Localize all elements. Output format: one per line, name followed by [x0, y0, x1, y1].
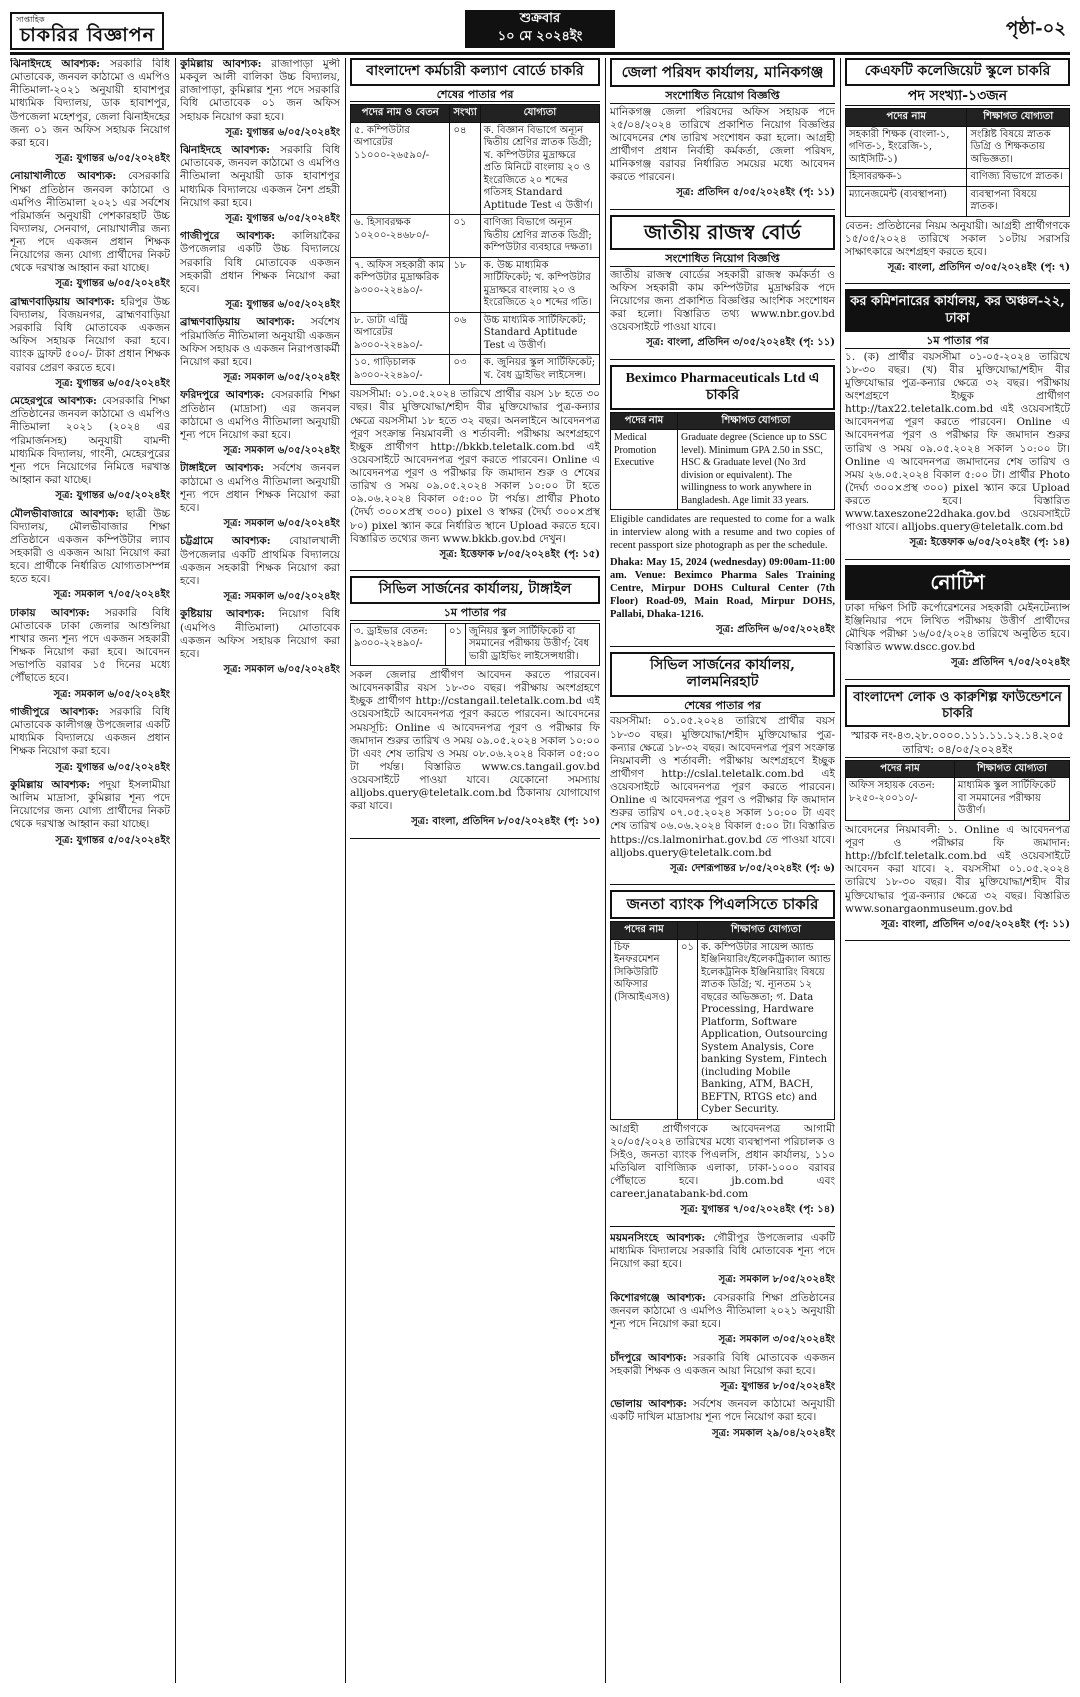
- classified-source: সূত্র: যুগান্তর ৬/০৫/২০২৪ইং: [55, 278, 170, 290]
- classified-item: [610, 1398, 835, 1440]
- ad-body: বেতন: প্রতিষ্ঠানের নিয়ম অনুযায়ী। আগ্রহী প্রার্থীগণকে ১৫/০৫/২০২৪ তারিখে সকাল ১০টায় সরাসরি সাক্ষাৎকারে অংশগ্রহণ করতে হবে।: [845, 219, 1070, 258]
- ad-subtitle: ১ম পাতার পর: [845, 334, 1070, 349]
- classified-item: [10, 508, 170, 602]
- classified-text: [10, 58, 170, 150]
- classified-heading: ঝিনাইদহে আবশ্যক:: [10, 58, 101, 70]
- ad-body: বয়সসীমা: ০১.০৫.২০২৪ তারিখে প্রার্থীর বয়স ১৮ হতে ৩০ বছর। বীর মুক্তিযোদ্ধা/শহীদ বীর মুক্তিযোদ্ধার পুত্র-কন্যার ক্ষেত্রে বয়সসীমা ১৮ হতে ৩২ বছর। অনলাইনে আবেদনপত্র পূরণ সংক্রান্ত নিয়মাবলী ও শর্তাবলী: পরীক্ষায় অংশগ্রহণে ইচ্ছুক প্রার্থীগণ http://bkkb.teletalk.com.bd এই ওয়েবসাইটে আবেদনপত্র পূরণ করতে পারবেন। Online এ আবেদনপত্র পূরণ ও পরীক্ষার ফি জমাদান শুরু ও শেষের তারিখ ও সময় ০৯.০৫.২০২৪ সকাল ১০:০০ টা হতে ০৯.০৬.২০২৪ বিকাল ০৫:০০ টা পর্যন্ত। প্রার্থীর Photo (দৈর্ঘ্য ৩০০×প্রস্থ ৩০০) pixel ও স্বাক্ষর (দৈর্ঘ্য ৩০০×প্রস্থ ৮০) pixel স্ক্যান করে নির্ধারিত স্থানে Upload করতে হবে। বিস্তারিত তথ্যের জন্য www.bkkb.gov.bd দেখুন।: [350, 388, 600, 545]
- classified-item: [610, 1232, 835, 1287]
- table-cell: হিসাবরক্ষক-১: [846, 169, 967, 187]
- table-cell: বাণিজ্য বিভাগে অন্যূন দ্বিতীয় শ্রেণির স্নাতক ডিগ্রী; কম্পিউটার ব্যবহারে দক্ষতা।: [480, 215, 599, 258]
- classified-item: [180, 389, 340, 457]
- classified-heading: টাঙ্গাইলে আবশ্যক:: [180, 462, 264, 475]
- ad-source: সূত্র: বাংলা, প্রতিদিন ৮/০৫/২০২৪ইং (পৃ: ১০): [411, 816, 600, 828]
- classified-body: সরকারি বিধি মোতাবেক কালীগঞ্জ উপজেলার একটি মাধ্যমিক বিদ্যালয়ে একজন প্রধান শিক্ষক নিয়োগ করা হবে।: [10, 706, 170, 758]
- table-cell: Graduate degree (Science up to SSC level). Minimum GPA 2.50 in SSC, HSC & Graduate level (No 3rd division or equivalent). The willingness to work anywhere in Bangladesh. Age limit 33 years.: [678, 430, 835, 510]
- classified-heading: কুষ্টিয়ায় আবশ্যক:: [180, 608, 265, 621]
- classified-source: সূত্র: যুগান্তর ৬/০৫/২০২৪ইং: [55, 152, 170, 164]
- ad-body: জাতীয় রাজস্ব বোর্ডের সহকারী রাজস্ব কর্মকর্তা ও অফিস সহকারী কাম কম্পিউটার মুদ্রাক্ষরিক পদে নিয়োগের জন্য প্রকাশিত বিজ্ঞপ্তির আংশিক সংশোধন করা হলো। বিস্তারিত তথ্য www.nbr.gov.bd ওয়েবসাইটে পাওয়া যাবে।: [610, 268, 835, 333]
- classified-body: বেসরকারি শিক্ষা প্রতিষ্ঠানের জনবল কাঠামো ও এমপিও নীতিমালা ২০২১ (২০২৪ এর পরিমার্জনসহ) অনুযায়ী বামন্দী মাধ্যমিক বিদ্যালয়, গাংনী, মেহেরপুরের শূন্য পদে নিয়োগের নিমিত্তে দরখাস্ত আহ্বান করা যাচ্ছে।: [10, 395, 170, 486]
- table-header: শিক্ষাগত যোগ্যতা: [698, 922, 835, 940]
- memo-reference: স্মারক নং-৪৩.২৮.০০০০.১১১.১১.১২.১৪.২০৫ তারিখ: ০৪/০৫/২০২৪ইং: [845, 729, 1070, 758]
- classified-heading: ব্রাহ্মণবাড়িয়ায় আবশ্যক:: [180, 316, 296, 329]
- newspaper-page: [10, 8, 1070, 1688]
- ad-title: সিভিল সার্জনের কার্যালয়, টাঙ্গাইল: [350, 576, 600, 604]
- page-header: [10, 8, 1070, 55]
- classified-source: সূত্র: সমকাল ৬/০৫/২০২৪ইং: [223, 371, 340, 383]
- classified-heading: ফরিদপুরে আবশ্যক:: [180, 389, 265, 402]
- tangail-ad: [350, 576, 600, 839]
- table-cell: ৩. ড্রাইভার বেতন: ৯৩০০-২২৪৯০/-: [351, 623, 446, 666]
- classified-body: বেসরকারি শিক্ষা প্রতিষ্ঠানের জনবল কাঠামো ও এমপিও নীতিমালা ২০২১ অনুযায়ী শূন্য পদে নিয়োগ করা হবে।: [610, 1291, 835, 1330]
- classified-text: [10, 706, 170, 759]
- table-row: [846, 169, 1070, 187]
- classified-body: বোয়ালখালী উপজেলার একটি প্রাথমিক বিদ্যালয়ে একজন সহকারী শিক্ষক নিয়োগ করা হবে।: [180, 535, 340, 587]
- table-cell: ৮. ডাটা এন্ট্রি অপারেটর ৯৩০০-২২৪৯০/-: [351, 312, 450, 355]
- section-tag: সাপ্তাহিক: [16, 15, 45, 24]
- classified-source: সূত্র: সমকাল ৬/০৫/২০২৪ইং: [223, 590, 340, 602]
- classified-text: [610, 1232, 835, 1271]
- classified-heading: মেহেরপুরে আবশ্যক:: [10, 395, 97, 408]
- nbr-ad: [610, 215, 835, 360]
- ad-source: সূত্র: প্রতিদিন ৭/০৫/২০২৪ইং: [951, 657, 1070, 669]
- ad-title: Beximco Pharmaceuticals Ltd এ চাকরি: [610, 365, 835, 410]
- table-cell: মাধ্যমিক স্কুল সার্টিফিকেট বা সমমানের পরীক্ষায় উত্তীর্ণ।: [954, 778, 1069, 821]
- kalyan-board-ad: [350, 58, 600, 571]
- ad-title: জাতীয় রাজস্ব বোর্ড: [610, 215, 835, 250]
- column-divider: [840, 58, 841, 1683]
- table-cell: সহকারী শিক্ষক (বাংলা-১, গণিত-১, ইংরেজি-১, আইসিটি-১): [846, 126, 967, 169]
- classified-heading: ঝিনাইদহে আবশ্যক:: [180, 144, 271, 157]
- ad-title: কর কমিশনারের কার্যালয়, কর অঞ্চল-২২, ঢাকা: [845, 289, 1070, 332]
- table-cell: সংশ্লিষ্ট বিষয়ে স্নাতক ডিগ্রি ও শিক্ষকতায় অভিজ্ঞতা।: [967, 126, 1070, 169]
- vacancy-table: [845, 108, 1070, 217]
- classified-text: [10, 296, 170, 375]
- classified-source: সূত্র: সমকাল ৮/০৫/২০২৪ইং: [718, 1274, 835, 1286]
- ad-source: সূত্র: দেশরূপান্তর ৮/০৫/২০২৪ইং (পৃ: ৬): [670, 862, 835, 874]
- ad-source: সূত্র: বাংলা, প্রতিদিন ৩/০৫/২০২৪ইং (পৃ: ৭): [887, 261, 1070, 273]
- classified-body: সর্বশেষ জনবল কাঠামো অনুযায়ী একটি দাখিল মাদ্রাসায় শূন্য পদে নিয়োগ করা হবে।: [610, 1398, 835, 1424]
- classified-item: [180, 316, 340, 384]
- vacancy-table: [610, 921, 835, 1120]
- classified-item: [610, 1292, 835, 1347]
- ad-title: নোটিশ: [845, 565, 1070, 600]
- classified-source: সূত্র: যুগান্তর ৬/০৫/২০২৪ইং: [55, 761, 170, 773]
- folk-foundation-ad: [845, 685, 1070, 941]
- classified-heading: কুমিল্লায় আবশ্যক:: [10, 779, 91, 791]
- table-cell: ০৪: [450, 122, 480, 215]
- beximco-ad: [610, 365, 835, 647]
- ad-title: বাংলাদেশ কর্মচারী কল্যাণ বোর্ডে চাকরি: [350, 58, 600, 86]
- ad-subtitle: সংশোধিত নিয়োগ বিজ্ঞপ্তি: [610, 252, 835, 267]
- column-4: [610, 58, 835, 1683]
- ad-body: ঢাকা দক্ষিণ সিটি কর্পোরেশনের সহকারী মেইনটেন্যান্স ইঞ্জিনিয়ার পদে লিখিত পরীক্ষায় উত্তীর্ণ প্রার্থীদের মৌখিক পরীক্ষা ১৬/০৫/২০২৪ তারিখে অনুষ্ঠিত হবে। বিস্তারিত www.dscc.gov.bd: [845, 601, 1070, 654]
- classified-text: [10, 607, 170, 686]
- ad-title: বাংলাদেশ লোক ও কারুশিল্প ফাউন্ডেশনে চাকরি: [845, 685, 1070, 728]
- classified-text: [180, 230, 340, 296]
- classified-item: [10, 170, 170, 291]
- ad-source: সূত্র: বাংলা, প্রতিদিন ৩/০৫/২০২৪ইং (পৃ: ১১): [881, 918, 1070, 930]
- table-row: [351, 215, 600, 258]
- classified-heading: কুমিল্লায় আবশ্যক:: [180, 58, 262, 70]
- classified-item: [10, 58, 170, 165]
- table-header: শিক্ষাগত যোগ্যতা: [678, 412, 835, 430]
- short-notices: [610, 1232, 835, 1440]
- ad-body: মানিকগঞ্জ জেলা পরিষদের অফিস সহায়ক পদে ২৫/০৪/২০২৪ তারিখে প্রকাশিত নিয়োগ বিজ্ঞপ্তির আবেদনের শেষ তারিখ সংশোধন করা হলো। আগ্রহী প্রার্থীগণ প্রধান নির্বাহী কর্মকর্তা, জেলা পরিষদ, মানিকগঞ্জ বরাবর নির্ধারিত সময়ের মধ্যে আবেদন করতে পারবেন।: [610, 105, 835, 184]
- classified-text: [180, 462, 340, 515]
- ad-body: Eligible candidates are requested to come for a walk in interview along with a resume and two copies of recent passport size photograph as per the schedule.: [610, 514, 835, 552]
- issue-date: ১০ মে ২০২৪ইং: [497, 29, 583, 44]
- classified-source: সূত্র: যুগান্তর ৬/০৫/২০২৪ইং: [55, 490, 170, 501]
- column-2: [180, 58, 340, 1683]
- classified-text: [10, 395, 170, 487]
- table-row: [351, 623, 600, 666]
- table-cell: ক. জুনিয়র স্কুল সার্টিফিকেট; খ. বৈধ ড্রাইভিং লাইসেন্স।: [480, 355, 599, 385]
- classified-source: সূত্র: সমকাল ৬/০৫/২০২৪ইং: [53, 688, 170, 700]
- ad-subtitle: পদ সংখ্যা-১৩জন: [845, 88, 1070, 107]
- classified-item: [10, 706, 170, 774]
- ad-body: বয়সসীমা: ০১.০৫.২০২৪ তারিখে প্রার্থীর বয়স ১৮-৩০ বছর। মুক্তিযোদ্ধা/শহীদ মুক্তিযোদ্ধার পুত্র-কন্যার ক্ষেত্রে ১৮-৩২ বছর। আবেদনপত্র পূরণ সংক্রান্ত নিয়মাবলী ও শর্তাবলী: পরীক্ষায় অংশগ্রহণে ইচ্ছুক প্রার্থীগণ http://cslal.teletalk.com.bd এই ওয়েবসাইটে আবেদনপত্র পূরণ করতে পারবেন। Online এ আবেদনপত্র পূরণ ও পরীক্ষার ফি জমাদান শুরুর তারিখ ০৭.০৫.২০২৪ সকাল ১০:০০ টা এবং শেষ তারিখ ০৬.০৬.২০২৪ বিকাল ৫:০০ টা। বিস্তারিত https://cs.lalmonirhat.gov.bd তে পাওয়া যাবে। alljobs.query@teletalk.com.bd: [610, 715, 835, 859]
- classified-item: [180, 230, 340, 311]
- ad-source: সূত্র: বাংলা, প্রতিদিন ৩/০৫/২০২৪ইং (পৃ: ১১): [646, 337, 835, 349]
- vacancy-table: [350, 104, 600, 385]
- table-header: সংখ্যা: [450, 105, 480, 123]
- ad-source: সূত্র: ইত্তেফাক ৮/০৫/২০২৪ইং (পৃ: ১৫): [439, 548, 600, 560]
- classified-text: [180, 389, 340, 442]
- table-row: [846, 778, 1070, 821]
- table-cell: উচ্চ মাধ্যমিক সার্টিফিকেট; Standard Aptitude Test এ উত্তীর্ণ।: [480, 312, 599, 355]
- classified-text: [10, 779, 170, 832]
- table-row: [351, 257, 600, 312]
- table-row: [611, 430, 835, 510]
- classified-source: সূত্র: যুগান্তর ৫/০৫/২০২৪ইং: [55, 834, 170, 846]
- classified-heading: চট্টগ্রামে আবশ্যক:: [180, 535, 271, 548]
- classified-body: হরিপুর উচ্চ বিদ্যালয়, বিজয়নগর, ব্রাহ্মণবাড়িয়া সরকারি বিধি মোতাবেক একজন অফিস সহায়ক নিয়োগ করা হবে। ব্যাংক ড্রাফট ৫০০/- টাকা প্রধান শিক্ষক বরাবর প্রেরণ করতে হবে।: [10, 295, 170, 374]
- ad-subtitle: ১ম পাতার পর: [350, 606, 600, 621]
- classified-item: [610, 1352, 835, 1394]
- classified-item: [10, 607, 170, 701]
- notice-ad: [845, 565, 1070, 680]
- ad-title: কেএফটি কলেজিয়েট স্কুলে চাকরি: [845, 58, 1070, 86]
- janata-bank-ad: [610, 890, 835, 1227]
- ad-source: সূত্র: যুগান্তর ৭/০৫/২০২৪ইং (পৃ: ১৪): [680, 1204, 835, 1216]
- classified-body: গৌরীপুর উপজেলার একটি মাধ্যমিক বিদ্যালয়ে সরকারি বিধি মোতাবেক শূন্য পদে নিয়োগ করা হবে।: [610, 1231, 835, 1270]
- classified-body: সরকারি বিধি মোতাবেক ঢাকা জেলার আশুলিয়া শাখার জন্য শূন্য পদে একজন সহকারী শিক্ষক নিয়োগ করা হবে। আবেদন সভাপতি বরাবর ১৫ দিনের মধ্যে পৌঁছাতে হবে।: [10, 606, 170, 685]
- ad-source: সূত্র: ইত্তেফাক ৬/০৫/২০২৪ইং (পৃ: ১৪): [909, 537, 1070, 549]
- table-cell: Medical Promotion Executive: [611, 430, 678, 510]
- page-number: পৃষ্ঠা-০২: [1005, 18, 1066, 39]
- classified-source: সূত্র: সমকাল ৬/০৫/২০২৪ইং: [223, 517, 340, 529]
- classified-source: সূত্র: যুগান্তর ৬/০৫/২০২৪ইং: [55, 377, 170, 389]
- classified-text: [180, 58, 340, 124]
- table-cell: ১৮: [450, 257, 480, 312]
- table-header: শিক্ষাগত যোগ্যতা: [967, 109, 1070, 127]
- column-divider: [175, 58, 176, 1683]
- column-5: [845, 58, 1070, 1683]
- table-cell: চিফ ইনফরমেশন সিকিউরিটি অফিসার (সিআইএসও): [611, 939, 678, 1119]
- classified-item: [180, 58, 340, 139]
- table-header: [678, 922, 698, 940]
- ad-body: সকল জেলার প্রার্থীগণ আবেদন করতে পারবেন। আবেদনকারীর বয়স ১৮-৩০ বছর। পরীক্ষায় অংশগ্রহণে ইচ্ছুক প্রার্থীগণ http://cstangail.teletalk.com.bd এই ওয়েবসাইটে আবেদনপত্র পূরণ করতে পারবেন। আবেদনের সময়সূচি: Online এ আবেদনপত্র পূরণ ও পরীক্ষার ফি জমাদান শুরুর তারিখ ও সময় ০৯.০৫.২০২৪ সকাল ১০:০০ টা এবং শেষ তারিখ ও সময় ০৮.০৬.২০২৪ বিকাল ০৫:০০ টা পর্যন্ত। বিস্তারিত www.cs.tangail.gov.bd ওয়েবসাইটে পাওয়া যাবে। যেকোনো সমস্যায় alljobs.query@teletalk.com.bd ঠিকানায় যোগাযোগ করা যাবে।: [350, 669, 600, 813]
- column-divider: [345, 58, 346, 1683]
- ad-subtitle: শেষের পাতার পর: [610, 699, 835, 714]
- vacancy-table: [350, 623, 600, 667]
- classified-item: [180, 535, 340, 603]
- table-cell: ক. কম্পিউটার সায়েন্স অ্যান্ড ইঞ্জিনিয়ারিং/ইলেকট্রিক্যাল অ্যান্ড ইলেকট্রনিক ইঞ্জিনিয়ারিং বিষয়ে স্নাতক ডিগ্রি; খ. ন্যূনতম ১২ বছরের অভিজ্ঞতা; গ. Data Processing, Hardware Platform, Software Application, Outsourcing System Analysis, Core banking System, Fintech (including Mobile Banking, ATM, BACH, BEFTN, RTGS etc) and Cyber Security.: [698, 939, 835, 1119]
- classified-text: [10, 508, 170, 587]
- table-cell: ০১: [678, 939, 698, 1119]
- classified-body: কালিয়াকৈর উপজেলার একটি উচ্চ বিদ্যালয়ে সরকারি বিধি মোতাবেক একজন সহকারী প্রধান শিক্ষক নিয়োগ করা হবে।: [180, 230, 340, 295]
- table-row: [351, 312, 600, 355]
- section-title: চাকরির বিজ্ঞাপন: [20, 24, 155, 46]
- ad-title: জনতা ব্যাংক পিএলসিতে চাকরি: [610, 890, 835, 919]
- classified-body: বেসরকারি শিক্ষা প্রতিষ্ঠান (মাদ্রাসা) এর জনবল কাঠামো ও এমপিও নীতিমালা অনুযায়ী শূন্য পদে নিয়োগ করা হবে।: [180, 389, 340, 441]
- column-3: [350, 58, 600, 1683]
- table-header: পদের নাম ও বেতন: [351, 105, 450, 123]
- lalmonirhat-ad: [610, 652, 835, 886]
- ad-subtitle: সংশোধিত নিয়োগ বিজ্ঞপ্তি: [610, 89, 835, 104]
- manikganj-ad: [610, 58, 835, 210]
- table-cell: ০৩: [450, 355, 480, 385]
- classified-text: [10, 170, 170, 275]
- classified-text: [180, 535, 340, 588]
- ad-title: সিভিল সার্জনের কার্যালয়, লালমনিরহাট: [610, 652, 835, 697]
- classified-heading: গাজীপুরে আবশ্যক:: [180, 230, 276, 243]
- classified-source: সূত্র: যুগান্তর ৬/০৫/২০২৪ইং: [225, 126, 340, 138]
- issue-day: শুক্রবার: [519, 11, 561, 26]
- column-1: [10, 58, 170, 1683]
- table-cell: ৫. কম্পিউটার অপারেটর ১১০০০-২৬৫৯০/-: [351, 122, 450, 215]
- classified-source: সূত্র: যুগান্তর ৬/০৫/২০২৪ইং: [225, 298, 340, 310]
- classified-body: বেসরকারি শিক্ষা প্রতিষ্ঠান জনবল কাঠামো ও এমপিও নীতিমালা ২০২১ এর সর্বশেষ পরিমার্জন অনুযায়ী পেশকারহাট উচ্চ বিদ্যালয়, সেনবাগ, নোয়াখালীর জন্য শূন্য পদে একজন প্রধান শিক্ষক নিয়োগের জন্য যোগ্য প্রার্থীদের নিকট থেকে দরখাস্ত আহ্বান করা যাচ্ছে।: [10, 170, 170, 275]
- classified-heading: মৌলভীবাজারে আবশ্যক:: [10, 507, 120, 520]
- classified-source: সূত্র: যুগান্তর ৬/০৫/২০২৪ইং: [225, 212, 340, 224]
- classified-body: নিয়োগ বিধি (এমপিও নীতিমালা) মোতাবেক একজন অফিস সহায়ক নিয়োগ করা হবে।: [180, 608, 340, 660]
- classified-text: [180, 316, 340, 369]
- classified-source: সূত্র: সমকাল ৭/০৫/২০২৪ইং: [53, 589, 170, 601]
- classified-item: [180, 144, 340, 225]
- classified-heading: ভোলায় আবশ্যক:: [610, 1398, 688, 1411]
- tax-zone-ad: [845, 289, 1070, 560]
- vacancy-table: [845, 760, 1070, 821]
- ad-body: ১. (ক) প্রার্থীর বয়সসীমা ০১-০৫-২০২৪ তারিখে ১৮-৩০ বছর। (খ) বীর মুক্তিযোদ্ধা/শহীদ বীর মুক্তিযোদ্ধার পুত্র-কন্যার ক্ষেত্রে ৩২ বছর। পরীক্ষায় অংশগ্রহণে ইচ্ছুক প্রার্থীগণ http://tax22.teletalk.com.bd এই ওয়েবসাইটে আবেদনপত্র পূরণ করতে পারবেন। Online এ আবেদনপত্র পূরণ ও পরীক্ষার ফি জমাদান শুরুর তারিখ ও সময় ০৯.০৫.২০২৪ সকাল ১০:০০ টা। Online এ আবেদনপত্র জমাদানের শেষ তারিখ ও সময় ২৬.০৫.২০২৪ বিকাল ৫:০০ টা। প্রার্থীর Photo (দৈর্ঘ্য ৩০০×প্রস্থ ৩০০) pixel স্ক্যান করে Upload করতে হবে। বিস্তারিত www.taxeszone22dhaka.gov.bd ওয়েবসাইটে পাওয়া যাবে। alljobs.query@teletalk.com.bd: [845, 350, 1070, 534]
- classified-text: [180, 608, 340, 661]
- table-header: পদের নাম: [846, 760, 955, 778]
- table-cell: ক. উচ্চ মাধ্যমিক সার্টিফিকেট; খ. কম্পিউটার মুদ্রাক্ষরে বাংলায় ২০ ও ইংরেজিতে ২০ শব্দের গতি।: [480, 257, 599, 312]
- table-header: পদের নাম: [611, 922, 678, 940]
- classified-source: সূত্র: সমকাল ৬/০৫/২০২৪ইং: [223, 444, 340, 456]
- column-divider: [605, 58, 606, 1683]
- ad-source: সূত্র: প্রতিদিন ৬/০৫/২০২৪ইং: [716, 624, 835, 636]
- table-header: শিক্ষাগত যোগ্যতা: [954, 760, 1069, 778]
- classified-body: রাজাপাড়া মুন্সী মকবুল আলী বালিকা উচ্চ বিদ্যালয়, রাজাপাড়া, কুমিল্লার শূন্য পদে সরকারি বিধি মোতাবেক ০১ জন অফিস সহায়ক নিয়োগ করা হবে।: [180, 58, 340, 123]
- ad-body: আগ্রহী প্রার্থীগণকে আবেদনপত্র আগামী ২০/০৫/২০২৪ তারিখের মধ্যে ব্যবস্থাপনা পরিচালক ও সিইও, জনতা ব্যাংক পিএলসি, প্রধান কার্যালয়, ১১০ মতিঝিল বাণিজ্যিক এলাকা, ঢাকা-১০০০ বরাবর পৌঁছাতে হবে। jb.com.bd এবং career.janatabank-bd.com: [610, 1122, 835, 1201]
- ad-source: সূত্র: প্রতিদিন ৫/০৫/২০২৪ইং (পৃ: ১১): [676, 187, 835, 199]
- kfit-school-ad: [845, 58, 1070, 284]
- classified-body: সরকারি বিধি মোতাবেক, জনবল কাঠামো ও এমপিও নীতিমালা-২০২১ অনুযায়ী হাবাশপুর মাধ্যমিক বিদ্যালয়, ডাক হাবাশপুর, উপজেলা মহেশপুর, জেলা ঝিনাইদহের জন্য ০১ জন অফিস সহায়ক নিয়োগ করা হবে।: [10, 58, 170, 149]
- table-row: [351, 355, 600, 385]
- classified-source: সূত্র: সমকাল ৬/০৫/২০২৪ইং: [223, 663, 340, 675]
- section-masthead: [10, 12, 164, 50]
- table-row: [846, 186, 1070, 216]
- classified-item: [10, 779, 170, 847]
- ad-body: আবেদনের নিয়মাবলী: ১. Online এ আবেদনপত্র পূরণ ও পরীক্ষার ফি জমাদান: http://bfclf.teletalk.com.bd এই ওয়েবসাইটে আবেদন করা যাবে। ২. বয়সসীমা ০১.০৫.২০২৪ তারিখে ১৮-৩০ বছর। বীর মুক্তিযোদ্ধা/শহীদ বীর মুক্তিযোদ্ধার পুত্র-কন্যার ক্ষেত্রে ৩২ বছর। বিস্তারিত www.sonargaonmuseum.gov.bd: [845, 823, 1070, 915]
- classified-heading: ব্রাহ্মণবাড়িয়ায় আবশ্যক:: [10, 295, 115, 308]
- ad-title: জেলা পরিষদ কার্যালয়, মানিকগঞ্জ: [610, 58, 835, 87]
- classified-heading: গাজীপুরে আবশ্যক:: [10, 706, 100, 718]
- ad-subtitle: শেষের পাতার পর: [350, 88, 600, 103]
- interview-venue: Dhaka: May 15, 2024 (wednesday) 09:00am-11:00 am. Venue: Beximco Pharma Sales Training Centre, Mirpur DOHS Cultural Center (7th Floor) Road-09, Main Road, Mirpur DOHS, Pallabi, Dhaka-1216.: [610, 556, 835, 620]
- classified-item: [10, 296, 170, 390]
- table-header: পদের নাম: [846, 109, 967, 127]
- classified-source: সূত্র: যুগান্তর ৮/০৫/২০২৪ইং: [720, 1380, 835, 1392]
- table-cell: জুনিয়র স্কুল সার্টিফিকেট বা সমমানের পরীক্ষায় উত্তীর্ণ; বৈধ ভারী ড্রাইভিং লাইসেন্সধারী।: [465, 623, 599, 666]
- classified-heading: ময়মনসিংহে আবশ্যক:: [610, 1231, 706, 1244]
- table-row: [846, 126, 1070, 169]
- table-row: [351, 122, 600, 215]
- classified-item: [180, 462, 340, 530]
- classified-source: সূত্র: সমকাল ২৯/০৪/২০২৪ইং: [712, 1427, 835, 1439]
- classified-item: [10, 395, 170, 502]
- classified-heading: নোয়াখালীতে আবশ্যক:: [10, 170, 117, 183]
- classified-body: সর্বশেষ জনবল কাঠামো ও এমপিও নীতিমালা অনুযায়ী শূন্য পদে প্রধান শিক্ষক নিয়োগ করা হবে।: [180, 462, 340, 514]
- table-cell: ৬. হিসাবরক্ষক ১০২০০-২৪৬৮০/-: [351, 215, 450, 258]
- table-cell: ১০. গাড়িচালক ৯৩০০-২২৪৯০/-: [351, 355, 450, 385]
- classified-body: সর্বশেষ পরিমার্জিত নীতিমালা অনুযায়ী একজন অফিস সহায়ক ও একজন নিরাপত্তাকর্মী নিয়োগ করা হবে।: [180, 316, 340, 368]
- classified-body: সরকারি বিধি মোতাবেক একজন সহকারী শিক্ষক ও একজন আয়া নিয়োগ করা হবে।: [610, 1351, 835, 1377]
- classified-text: [610, 1352, 835, 1378]
- table-header: পদের নাম: [611, 412, 678, 430]
- table-cell: ৭. অফিস সহকারী কাম কম্পিউটার মুদ্রাক্ষরিক ৯৩০০-২২৪৯০/-: [351, 257, 450, 312]
- classified-body: ছাত্রী উচ্চ বিদ্যালয়, মৌলভীবাজার শিক্ষা প্রতিষ্ঠানে একজন কম্পিউটার ল্যাব সহকারী ও একজন আয়া নিয়োগ করা হবে। প্রার্থীকে নির্ধারিত যোগ্যতাসম্পন্ন হতে হবে।: [10, 507, 170, 586]
- table-cell: ০১: [445, 623, 465, 666]
- table-cell: ০১: [450, 215, 480, 258]
- table-cell: ০৬: [450, 312, 480, 355]
- table-cell: অফিস সহায়ক বেতন: ৮২৫০-২০০১০/-: [846, 778, 955, 821]
- table-cell: বাণিজ্য বিভাগে স্নাতক।: [967, 169, 1070, 187]
- classified-text: [610, 1398, 835, 1424]
- table-row: [611, 939, 835, 1119]
- table-cell: ক. বিজ্ঞান বিভাগে অন্যূন দ্বিতীয় শ্রেণির স্নাতক ডিগ্রী; খ. কম্পিউটার মুদ্রাক্ষরে প্রতি মিনিটে বাংলায় ২০ ও ইংরেজিতে ২০ শব্দের গতিসহ Standard Aptitude Test এ উত্তীর্ণ।: [480, 122, 599, 215]
- classified-heading: ঢাকায় আবশ্যক:: [10, 606, 90, 619]
- classified-item: [180, 608, 340, 676]
- classified-body: পদুয়া ইসলামীয়া আলিম মাদ্রাসা, কুমিল্লার শূন্য পদে নিয়োগের জন্য যোগ্য প্রার্থীদের নিকট থেকে দরখাস্ত আহ্বান করা যাচ্ছে।: [10, 779, 170, 831]
- classified-body: সরকারি বিধি মোতাবেক, জনবল কাঠামো ও এমপিও নীতিমালা অনুযায়ী ডাক হাবাশপুর মাধ্যমিক বিদ্যালয়ে একজন নৈশ প্রহরী নিয়োগ করা হবে।: [180, 144, 340, 209]
- date-box: [465, 10, 615, 48]
- table-cell: ম্যানেজমেন্ট (ব্যবস্থাপনা): [846, 186, 967, 216]
- classified-text: [610, 1292, 835, 1331]
- classified-heading: চাঁদপুরে আবশ্যক:: [610, 1351, 687, 1364]
- table-cell: ব্যবস্থাপনা বিষয়ে স্নাতক।: [967, 186, 1070, 216]
- classified-heading: কিশোরগঞ্জে আবশ্যক:: [610, 1291, 706, 1304]
- classified-source: সূত্র: সমকাল ৩/০৫/২০২৪ইং: [718, 1334, 835, 1345]
- vacancy-table: [610, 412, 835, 511]
- classified-text: [180, 144, 340, 210]
- table-header: যোগ্যতা: [480, 105, 599, 123]
